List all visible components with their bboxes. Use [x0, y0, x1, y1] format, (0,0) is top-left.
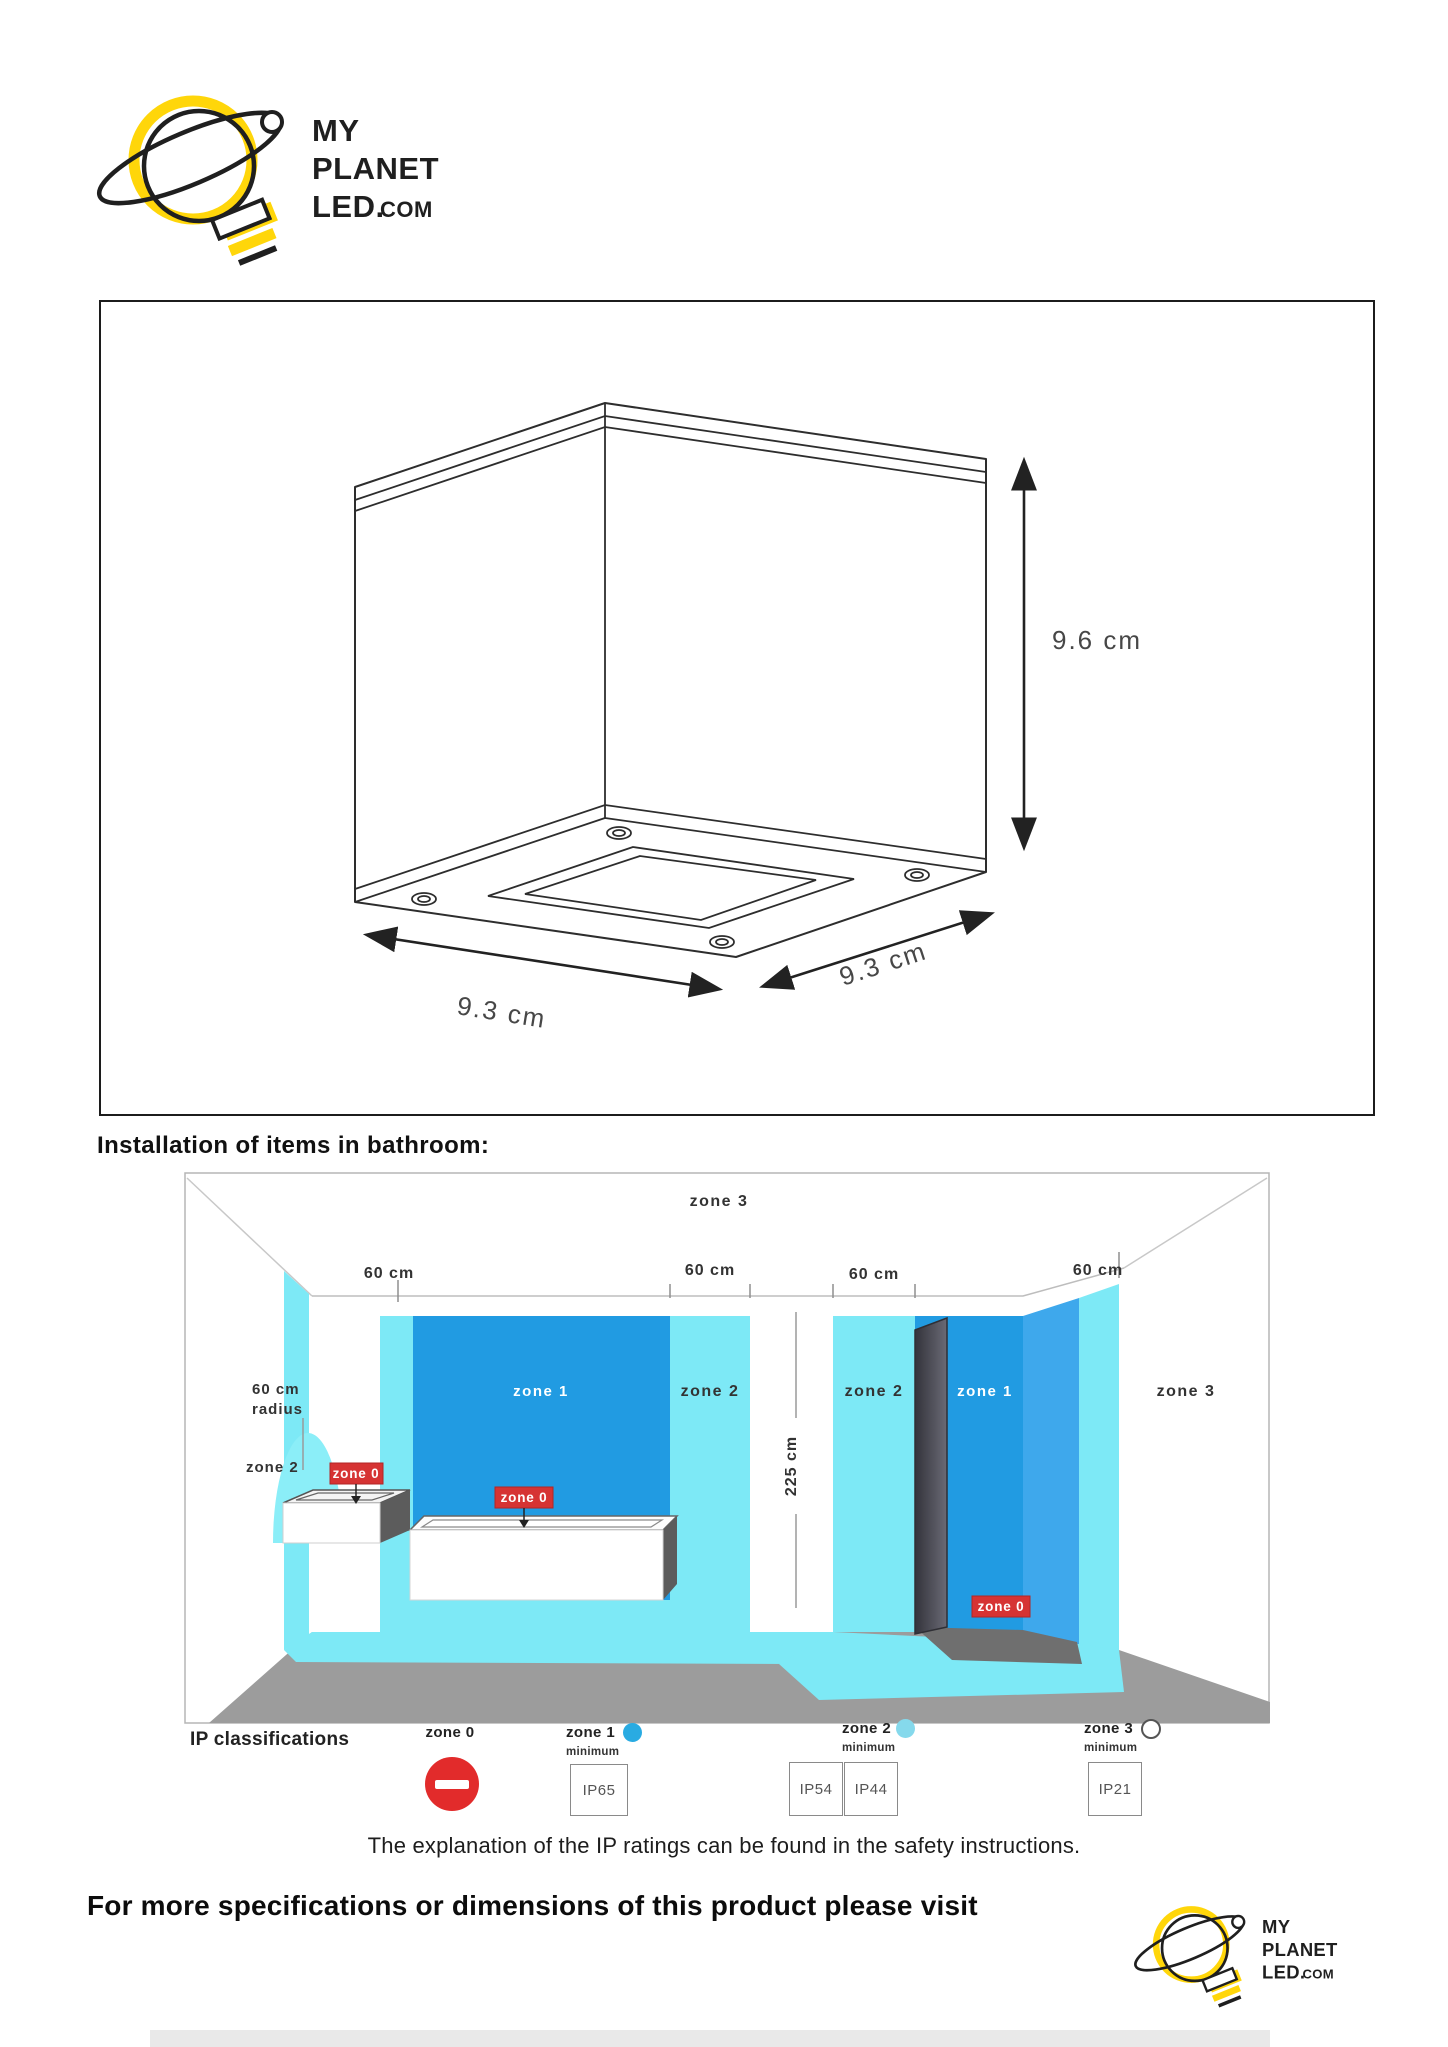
logo-word-com: COM [1302, 1966, 1334, 1982]
zone2-shower-label: zone 2 [844, 1383, 904, 1400]
legend-zone3-minimum: minimum [1084, 1742, 1138, 1754]
zone3-wall-label: zone 3 [1156, 1383, 1216, 1400]
screw-icons [412, 827, 929, 948]
dim-60cm-center-left: 60 cm [684, 1262, 736, 1279]
ip65-box: IP65 [570, 1764, 628, 1816]
depth-dim-label: 9.3 cm [835, 935, 931, 992]
legend-title: IP classifications [190, 1729, 350, 1750]
zone1-bath-label: zone 1 [513, 1383, 569, 1400]
zone2-wrap-right-wall [1079, 1284, 1119, 1672]
radius-label-2: radius [252, 1401, 304, 1418]
bathroom-zones-diagram [184, 1172, 1270, 1724]
logo-word-led: LED. [312, 189, 385, 224]
legend-zone2-label: zone 2 [842, 1720, 892, 1737]
luminaire-cube-outline [355, 403, 986, 957]
ip-note: The explanation of the IP ratings can be found in the safety instructions. [367, 1833, 1081, 1858]
footer-text: For more specifications or dimensions of this product please visit [87, 1890, 978, 1921]
brand-logo-small [1118, 1888, 1368, 2013]
bathtub-inner-edge [422, 1520, 662, 1527]
ip44-box: IP44 [844, 1762, 898, 1816]
washbasin-front [283, 1503, 380, 1543]
logo-word-planet: PLANET [1262, 1938, 1338, 1960]
height-dim-label: 9.6 cm [1052, 625, 1143, 655]
cube-bottom-panel-inner [525, 856, 816, 920]
logo-moon-icon [262, 112, 282, 132]
logo-word-my: MY [312, 113, 360, 148]
radius-label-1: 60 cm [252, 1381, 300, 1398]
zone1-shower-label: zone 1 [957, 1383, 1013, 1400]
product-drawing [101, 302, 1373, 1114]
zone2-strip-basin-wall [380, 1316, 413, 1632]
zone2-basin-label: zone 2 [246, 1459, 299, 1476]
width-arrow-icon [368, 935, 718, 989]
zone2-wall-shower [833, 1316, 915, 1632]
dim-60cm-right: 60 cm [1072, 1262, 1124, 1279]
ip21-box: IP21 [1088, 1762, 1142, 1816]
width-dim-label: 9.3 cm [455, 990, 549, 1035]
svg-text:zone 0: zone 0 [977, 1599, 1025, 1614]
zone1-wrap-right-wall [1023, 1298, 1079, 1664]
cube-bottom-seam [355, 805, 986, 889]
legend-zone1-label: zone 1 [566, 1724, 616, 1741]
zone3-ceiling-label: zone 3 [689, 1193, 749, 1210]
logo-planet-ring-icon [134, 101, 252, 219]
svg-text:zone 0: zone 0 [332, 1466, 380, 1481]
zone0-badge-shower [972, 1596, 1030, 1617]
dim-60cm-center-right: 60 cm [848, 1266, 900, 1283]
legend-zone0-label: zone 0 [425, 1724, 475, 1741]
svg-text:zone 0: zone 0 [500, 1490, 548, 1505]
logo-word-led: LED. [1262, 1961, 1306, 1983]
logo-word-my: MY [1262, 1916, 1291, 1938]
zone2-wall-bath [670, 1316, 750, 1632]
ip54-box: IP54 [789, 1762, 843, 1816]
no-entry-icon [425, 1757, 479, 1811]
zone2-bath-label: zone 2 [680, 1383, 740, 1400]
zone1-dot-icon [623, 1723, 642, 1742]
cube-top-seam-1 [355, 416, 986, 500]
next-page-edge [150, 2030, 1270, 2047]
product-drawing-frame [99, 300, 1375, 1116]
room-height-label: 225 cm [783, 1435, 800, 1497]
section-heading: Installation of items in bathroom: [97, 1132, 490, 1159]
dim-60cm-left: 60 cm [363, 1265, 415, 1282]
bathtub-front [410, 1530, 663, 1600]
legend-zone3-label: zone 3 [1084, 1720, 1134, 1737]
brand-logo [70, 65, 490, 275]
logo-word-planet: PLANET [312, 151, 439, 186]
legend-zone2-minimum: minimum [842, 1742, 896, 1754]
logo-moon-icon [1232, 1916, 1244, 1928]
logo-planet-ring-icon [1156, 1909, 1226, 1979]
legend-zone1-minimum: minimum [566, 1746, 620, 1758]
zone2-dot-icon [896, 1719, 915, 1738]
logo-word-com: COM [380, 197, 433, 222]
shower-door [915, 1318, 947, 1634]
zone3-dot-icon [1141, 1719, 1161, 1739]
